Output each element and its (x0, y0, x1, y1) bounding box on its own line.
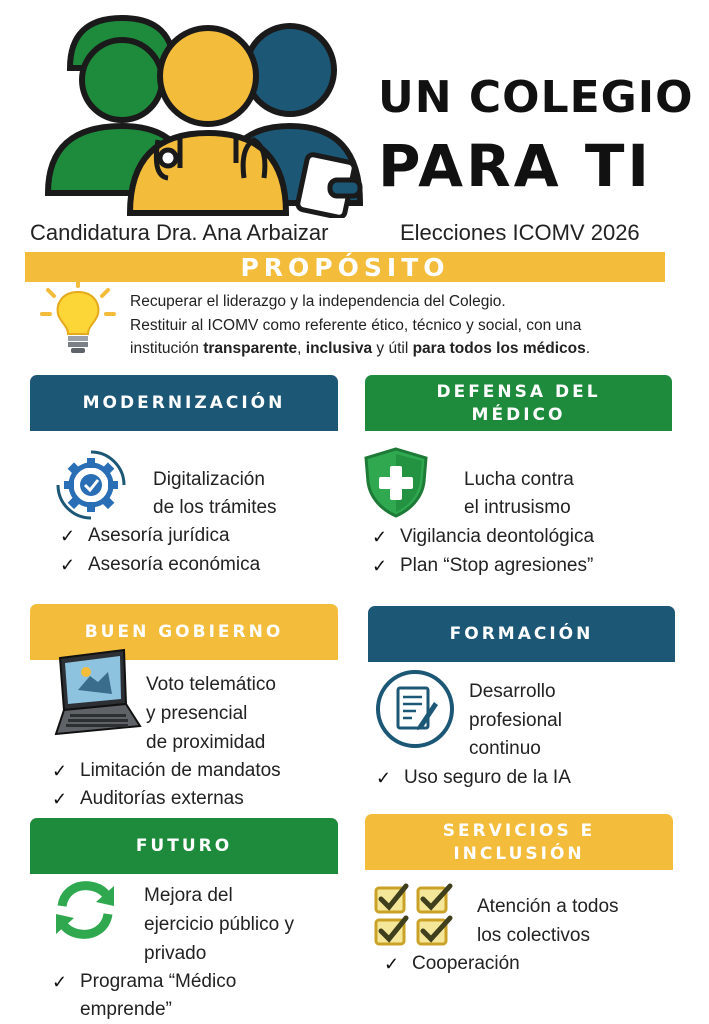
election-name: Elecciones ICOMV 2026 (400, 220, 640, 245)
candidate-name: Candidatura Dra. Ana Arbaizar (30, 220, 329, 245)
buen-gobierno-title: BUEN GOBIERNO (84, 622, 284, 642)
futuro-header (30, 818, 338, 874)
futuro-bullet-1: Programa “Médico (80, 971, 237, 992)
doctors-illustration (40, 8, 370, 218)
servicios-title-2: INCLUSIÓN (453, 844, 585, 864)
check-icon: ✓ (376, 768, 392, 788)
shield-plus-icon (362, 446, 430, 518)
purpose-line-2: Restituir al ICOMV como referente ético, técnico y social, con una (130, 317, 582, 334)
defensa-header (365, 375, 672, 431)
modernizacion-title: MODERNIZACIÓN (82, 393, 286, 413)
purpose-title: PROPÓSITO (240, 253, 450, 282)
check-icon: ✓ (52, 972, 68, 992)
recycle-arrows-icon (52, 878, 118, 942)
title-line-1: UN COLEGIO (378, 72, 694, 123)
servicios-main-1: Atención a todos (477, 896, 619, 917)
lightbulb-icon (40, 276, 116, 356)
document-pen-icon (374, 668, 456, 750)
purpose-line-3: institución transparente, inclusiva y útil para todos los médicos. (130, 340, 591, 357)
buen-gobierno-main-2: y presencial (146, 703, 248, 724)
modernizacion-main-1: Digitalización (153, 469, 265, 490)
defensa-main-1: Lucha contra (464, 469, 574, 490)
title-line-2: PARA TI (378, 132, 652, 200)
purpose-header (25, 252, 665, 282)
check-icon: ✓ (372, 527, 388, 547)
purpose-line-1: Recuperar el liderazgo y la independencia del Colegio. (130, 293, 506, 310)
formacion-title: FORMACIÓN (449, 624, 594, 644)
futuro-main-2: ejercicio público y (144, 914, 294, 935)
servicios-title-1: SERVICIOS E (442, 821, 596, 841)
gear-check-icon (52, 446, 130, 524)
formacion-main-3: continuo (469, 738, 541, 759)
modernizacion-bullet-2: Asesoría económica (88, 554, 261, 575)
formacion-main-2: profesional (469, 710, 562, 731)
modernizacion-bullet-1: Asesoría jurídica (88, 525, 230, 546)
buen-gobierno-main-3: de proximidad (146, 732, 266, 753)
servicios-main-2: los colectivos (477, 925, 590, 946)
check-icon: ✓ (60, 555, 76, 575)
servicios-bullet-1: Cooperación (412, 953, 520, 974)
defensa-title-1: DEFENSA DEL (436, 382, 601, 402)
futuro-main-1: Mejora del (144, 885, 233, 906)
formacion-main-1: Desarrollo (469, 681, 556, 702)
laptop-vote-icon (50, 646, 142, 738)
buen-gobierno-bullet-2: Auditorías externas (80, 788, 244, 809)
check-icon: ✓ (52, 789, 68, 809)
check-icon: ✓ (384, 954, 400, 974)
defensa-title-2: MÉDICO (471, 405, 566, 425)
futuro-main-3: privado (144, 943, 207, 964)
modernizacion-header (30, 375, 338, 431)
check-icon: ✓ (372, 556, 388, 576)
futuro-title: FUTURO (135, 836, 233, 856)
checkbox-grid-icon (372, 882, 456, 948)
formacion-header (368, 606, 675, 662)
defensa-bullet-2: Plan “Stop agresiones” (400, 555, 594, 576)
defensa-bullet-1: Vigilancia deontológica (400, 526, 595, 547)
check-icon: ✓ (60, 526, 76, 546)
servicios-header (365, 814, 673, 870)
defensa-main-2: el intrusismo (464, 497, 571, 518)
buen-gobierno-main-1: Voto telemático (146, 674, 276, 695)
buen-gobierno-bullet-1: Limitación de mandatos (80, 760, 281, 781)
modernizacion-main-2: de los trámites (153, 497, 277, 518)
formacion-bullet-1: Uso seguro de la IA (404, 767, 571, 788)
futuro-bullet-1-cont: emprende” (80, 999, 172, 1020)
check-icon: ✓ (52, 761, 68, 781)
